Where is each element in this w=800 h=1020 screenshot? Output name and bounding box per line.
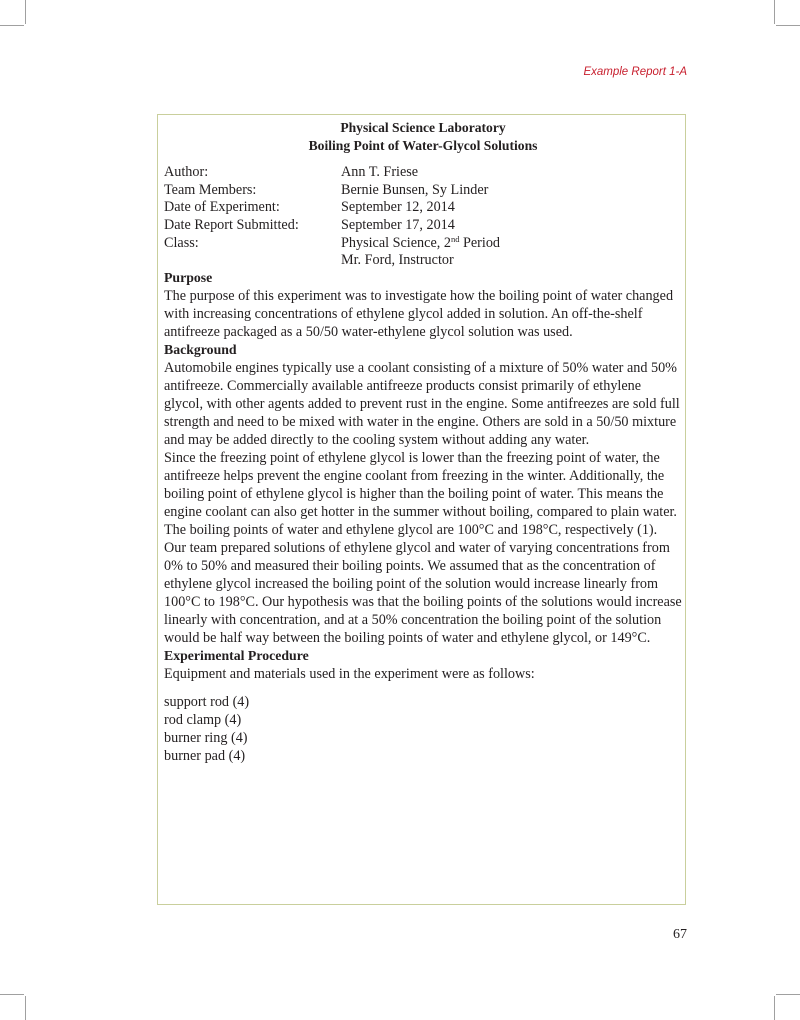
- crop-mark: [776, 994, 800, 995]
- list-item: burner ring (4): [164, 730, 248, 747]
- page-number: 67: [673, 927, 687, 942]
- paragraph: The boiling points of water and ethylene glycol are 100°C and 198°C, respectively (1). Our team prepared solutions of ethylene glycol and water of varying concentrations from 0% to 50% and measured their boiling points. We assumed that as the concentration of ethylene glycol increased the boiling point of the solution would increase linearly from 100°C to 198°C. Our hypothesis was that the boiling points of the solutions would increase linearly with concentration, and at a 50% concentration the boiling point of the solution would be half way between the boiling points of water and ethylene glycol, or 149°C.: [164, 522, 682, 647]
- crop-mark: [774, 996, 775, 1020]
- meta-value: September 17, 2014: [341, 217, 455, 234]
- meta-row-class: [164, 234, 682, 252]
- report-content: [164, 119, 682, 765]
- meta-value: Ann T. Friese: [341, 164, 419, 180]
- meta-label: Author:: [164, 164, 209, 180]
- materials-list: [164, 693, 682, 765]
- list-item: rod clamp (4): [164, 712, 242, 729]
- meta-label: Class:: [164, 234, 199, 251]
- paragraph: Since the freezing point of ethylene glycol is lower than the freezing point of water, the antifreeze helps prevent the engine coolant from freezing in the winter. Additionally, the boiling point of ethylene glycol is higher than the boiling point of water. This means the engine coolant can also get hotter in the summer without boiling, compared to plain water.: [164, 450, 677, 521]
- crop-mark: [774, 0, 775, 24]
- crop-mark: [776, 25, 800, 26]
- meta-row-instructor: [164, 251, 682, 269]
- section-heading-background: Background: [164, 342, 237, 358]
- section-heading-purpose: Purpose: [164, 270, 213, 286]
- example-report-label: Example Report 1-A: [583, 66, 687, 78]
- crop-mark: [0, 994, 24, 995]
- report-subtitle: Boiling Point of Water-Glycol Solutions: [308, 138, 538, 153]
- paragraph: Automobile engines typically use a coolant consisting of a mixture of 50% water and 50% antifreeze. Commercially available antifreeze products consist primarily of ethylene glycol, with other agents added to prevent rust in the engine. Some antifreezes are sold full strength and need to be mixed with water in the engine. Others are sold in a 50/50 mixture and may be added directly to the cooling system without adding any water.: [164, 360, 680, 449]
- class-period: Period: [459, 234, 501, 251]
- meta-row-date-experiment: [164, 198, 682, 216]
- ordinal-suffix: nd: [450, 233, 460, 244]
- meta-value: Mr. Ford, Instructor: [341, 252, 454, 269]
- meta-row-team: [164, 181, 682, 199]
- meta-label: [164, 251, 341, 269]
- meta-value: [341, 234, 682, 252]
- list-item: burner pad (4): [164, 748, 246, 765]
- meta-row-date-submitted: [164, 216, 682, 234]
- crop-mark: [25, 996, 26, 1020]
- report-title: Physical Science Laboratory: [340, 120, 506, 135]
- report-meta: [164, 163, 682, 269]
- crop-mark: [0, 25, 24, 26]
- report-box: [157, 114, 686, 905]
- meta-row-author: [164, 163, 682, 181]
- list-item: support rod (4): [164, 694, 250, 711]
- meta-label: Date of Experiment:: [164, 199, 280, 216]
- section-heading-procedure: Experimental Procedure: [164, 648, 309, 664]
- class-name: Physical Science, 2: [341, 234, 451, 251]
- meta-label: Date Report Submitted:: [164, 217, 299, 234]
- crop-mark: [25, 0, 26, 24]
- meta-label: Team Members:: [164, 181, 257, 198]
- paragraph: The purpose of this experiment was to investigate how the boiling point of water changed with increasing concentrations of ethylene glycol added in solution. An off-the-shelf antifreeze packaged as a 50/50 water-ethylene glycol solution was used.: [164, 288, 674, 341]
- paragraph: Equipment and materials used in the experiment were as follows:: [164, 666, 535, 683]
- meta-value: September 12, 2014: [341, 199, 455, 216]
- meta-value: Bernie Bunsen, Sy Linder: [341, 181, 489, 198]
